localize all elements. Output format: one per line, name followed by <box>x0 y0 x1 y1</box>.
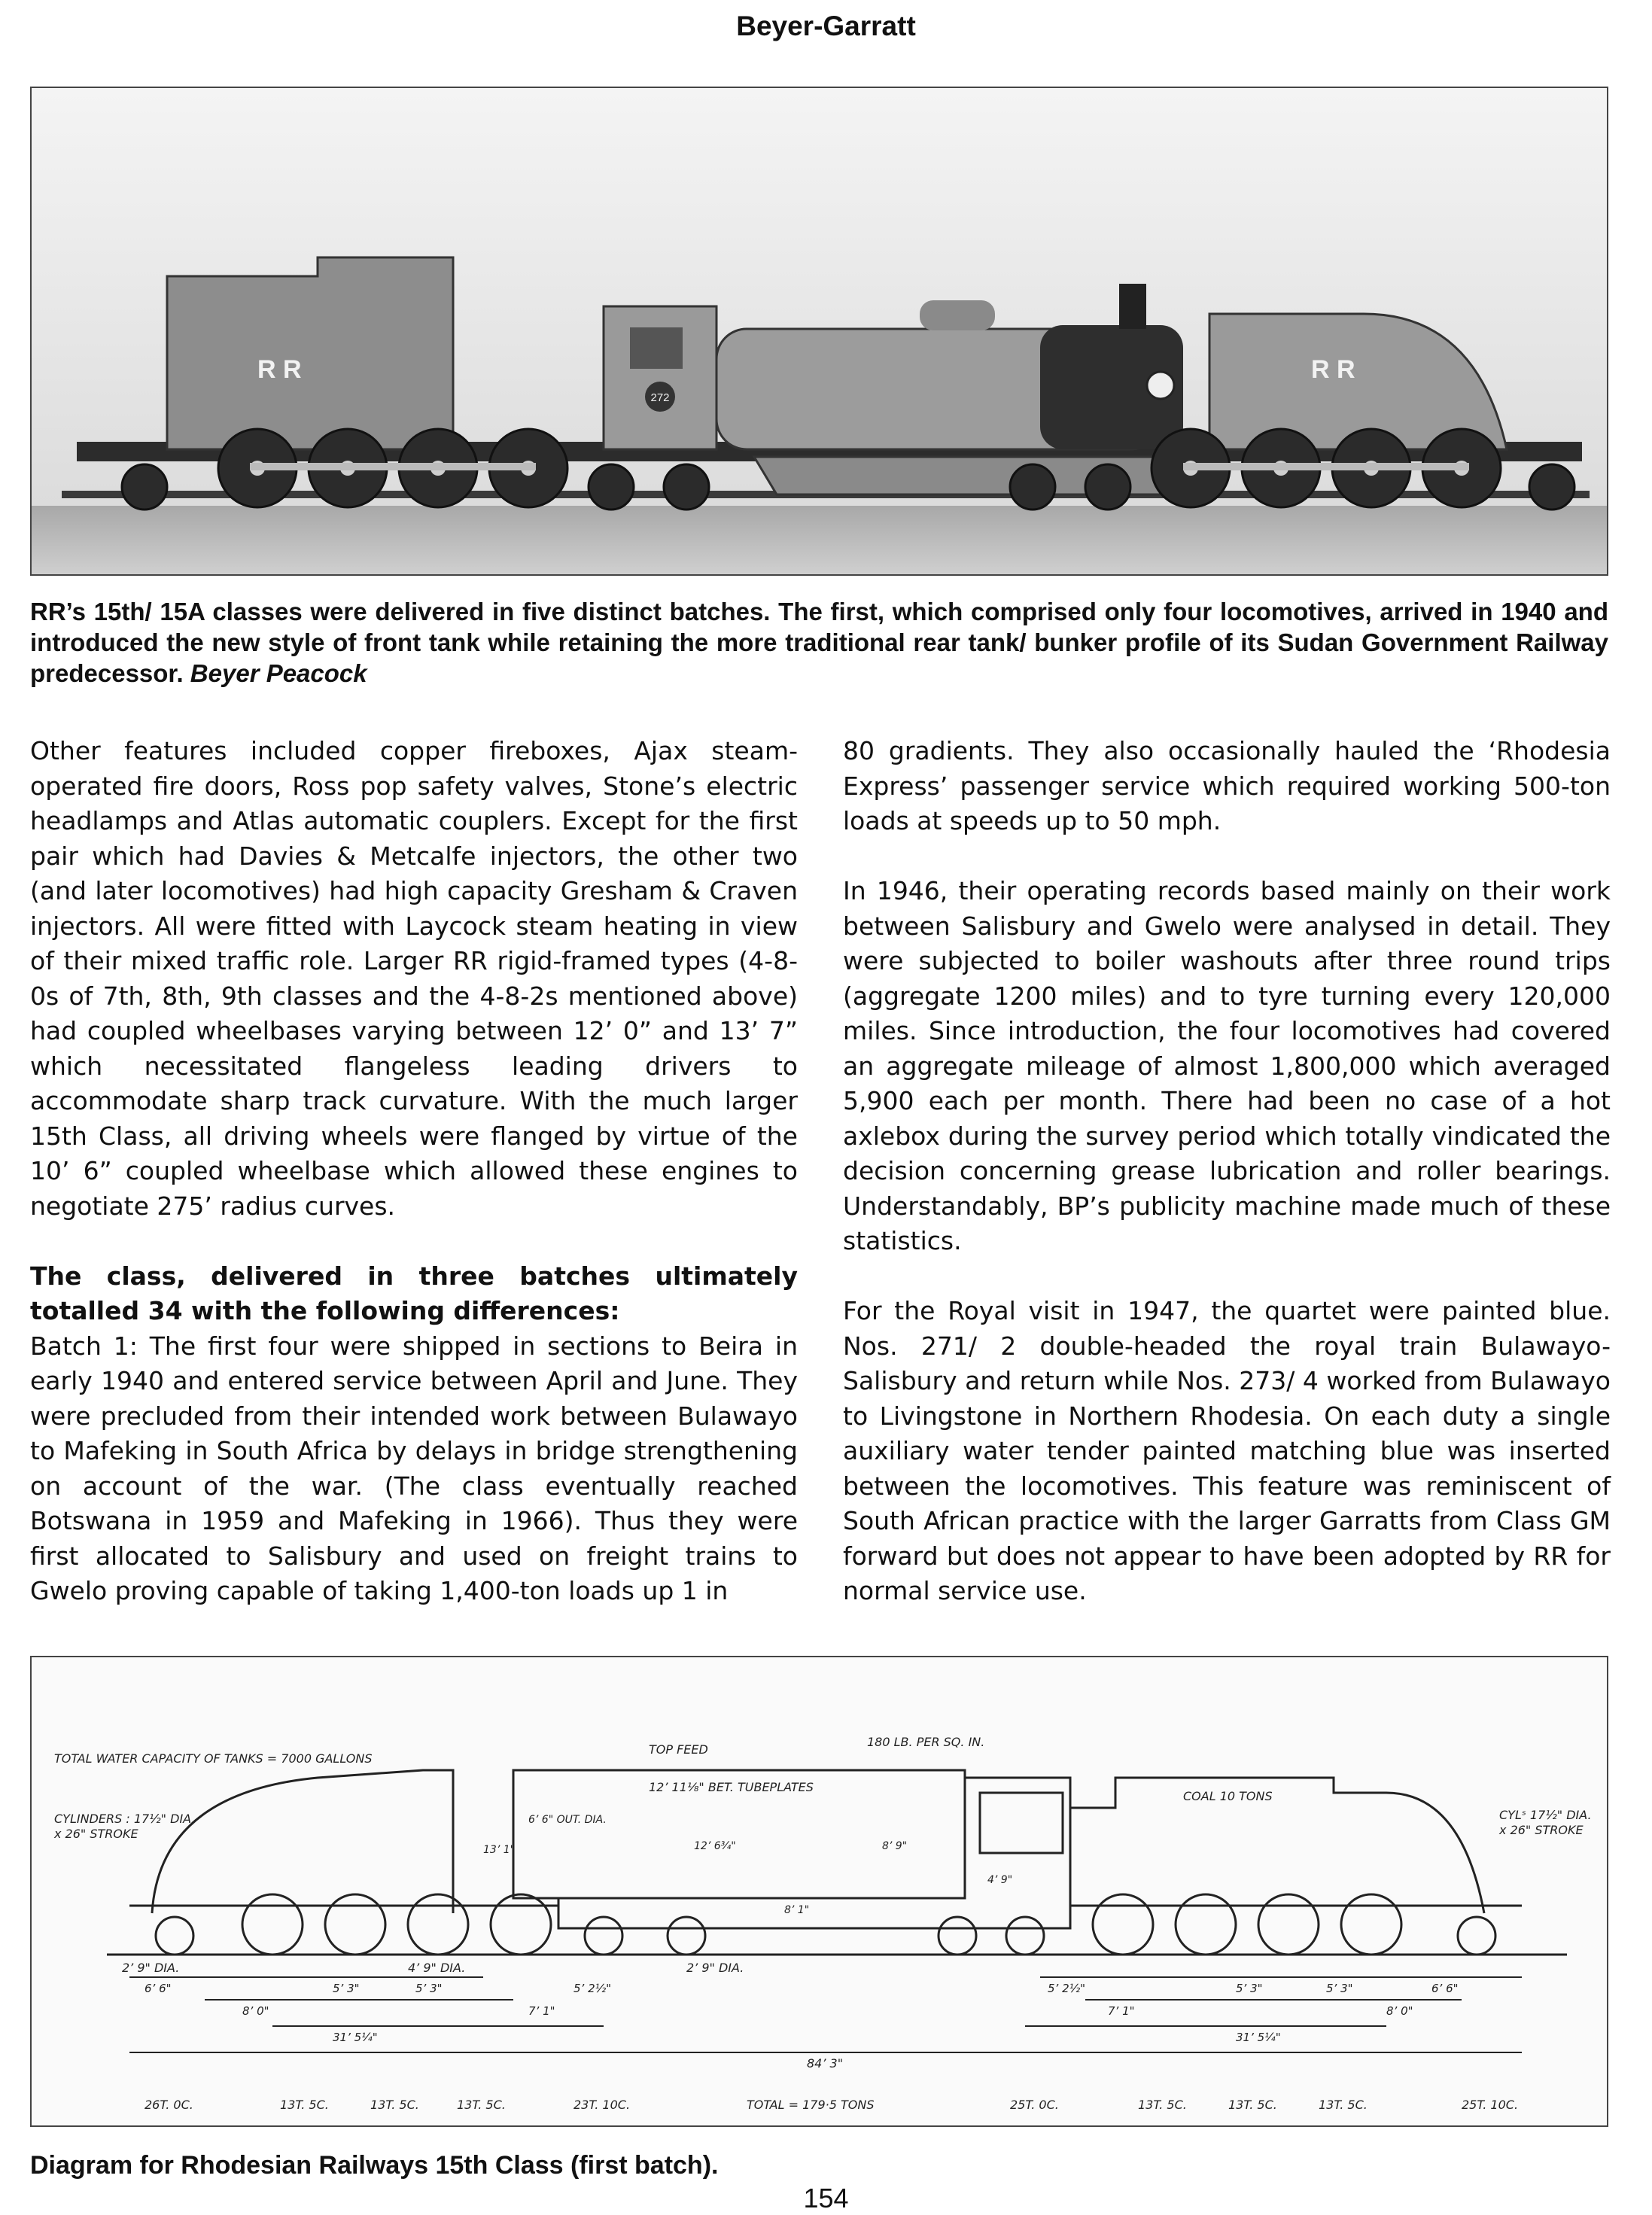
locomotive-diagram <box>30 1656 1608 2127</box>
photo-caption <box>30 596 1608 689</box>
diagram-caption: Diagram for Rhodesian Railways 15th Class (first batch). <box>30 2151 719 2180</box>
diagram-label: 12’ 11⅛" BET. TUBEPLATES <box>649 1780 814 1794</box>
diagram-label: 13T. 5C. <box>1228 2098 1277 2112</box>
diagram-label: 13T. 5C. <box>1319 2098 1368 2112</box>
diagram-label: 31’ 5¼" <box>333 2031 378 2044</box>
paragraph: 80 gradients. They also occasionally hauled the ‘Rhodesia Express’ passenger service which required working 500-ton loads at speeds up to 50 mph. <box>843 736 1611 835</box>
locomotive-photo-drawing <box>32 88 1607 574</box>
diagram-label: 180 LB. PER SQ. IN. <box>867 1735 985 1749</box>
paragraph: In 1946, their operating records based mainly on their work between Salisbury and Gwelo were analysed in detail. They were subjected to boiler washouts after three round trips (aggregate 1200 miles) and to tyre turning every 120,000 miles. Since introduction, the four locomotives had covered an aggregate mileage of almost 1,800,000 which averaged 5,900 each per month. There had been no case of a hot axlebox during the survey period which totally vindicated the decision concerning grease lubrication and roller bearings. Understandably, BP’s publicity machine made much of these statistics. <box>843 876 1611 1255</box>
subheading: The class, delivered in three batches ultimately totalled 34 with the following differences: <box>30 1261 798 1325</box>
diagram-label: 84’ 3" <box>807 2056 844 2070</box>
cab-number-plate: 272 <box>650 391 670 404</box>
photo-credit: Beyer Peacock <box>190 659 367 687</box>
front-tank-lettering: R R <box>1311 355 1355 384</box>
page-number: 154 <box>803 2183 849 2213</box>
diagram-label: TOTAL WATER CAPACITY OF TANKS = 7000 GALLONS <box>54 1751 373 1766</box>
diagram-label: TOTAL = 179·5 TONS <box>747 2098 875 2112</box>
diagram-label: COAL 10 TONS <box>1183 1789 1273 1803</box>
diagram-label: CYLINDERS : 17½" DIA. <box>54 1812 196 1826</box>
diagram-label: 7’ 1" <box>528 2004 555 2018</box>
diagram-label: 12’ 6¾" <box>694 1840 736 1852</box>
diagram-label: 8’ 0" <box>242 2004 269 2018</box>
diagram-label: 25T. 10C. <box>1462 2098 1519 2112</box>
diagram-label: 8’ 1" <box>784 1904 810 1916</box>
diagram-label: 6’ 6" OUT. DIA. <box>528 1814 607 1826</box>
diagram-label: 2’ 9" DIA. <box>122 1961 180 1975</box>
page-title: Beyer-Garratt <box>736 11 916 41</box>
diagram-label: 4’ 9" DIA. <box>408 1961 466 1975</box>
diagram-label: 4’ 9" <box>987 1874 1013 1886</box>
diagram-label: 8’ 0" <box>1386 2004 1413 2018</box>
diagram-label: 5’ 2½" <box>1048 1982 1086 1995</box>
diagram-label: 13T. 5C. <box>280 2098 329 2112</box>
diagram-label: 31’ 5¼" <box>1236 2031 1281 2044</box>
body-column-left <box>30 734 798 1609</box>
diagram-label: 5’ 2½" <box>573 1982 612 1995</box>
body-column-right <box>843 734 1611 1609</box>
diagram-label: 5’ 3" <box>1236 1982 1263 1995</box>
diagram-label: 13T. 5C. <box>457 2098 506 2112</box>
diagram-label: CYLˢ 17½" DIA. <box>1499 1808 1592 1822</box>
diagram-label: x 26" STROKE <box>1499 1823 1584 1837</box>
paragraph: For the Royal visit in 1947, the quartet were painted blue. Nos. 271/ 2 double-headed the royal train Bulawayo-Salisbury and return while Nos. 273/ 4 worked from Bulawayo to Livingstone in Northern Rhodesia. On each duty a single auxiliary water tender painted matching blue was inserted between the locomotives. This feature was reminiscent of South African practice with the larger Garratts from Class GM forward but does not appear to have been adopted by RR for normal service use. <box>843 1296 1611 1605</box>
locomotive-diagram-drawing <box>32 1657 1607 2125</box>
diagram-label: 13T. 5C. <box>370 2098 419 2112</box>
diagram-label: 26T. 0C. <box>145 2098 193 2112</box>
diagram-label: 7’ 1" <box>1108 2004 1135 2018</box>
rear-tank-lettering: R R <box>257 355 302 384</box>
locomotive-photo <box>30 87 1608 576</box>
diagram-label: 2’ 9" DIA. <box>686 1961 744 1975</box>
photo-caption-text: RR’s 15th/ 15A classes were delivered in five distinct batches. The first, which comprised only four locomotives, arrived in 1940 and introduced the new style of front tank while retaining the more traditional rear tank/ bunker profile of its Sudan Government Railway predecessor. <box>30 598 1608 687</box>
diagram-label: 23T. 10C. <box>573 2098 631 2112</box>
diagram-label: 6’ 6" <box>1431 1982 1459 1995</box>
paragraph: Other features included copper fireboxes, Ajax steam-operated fire doors, Ross pop safety valves, Stone’s electric headlamps and Atlas automatic couplers. Except for the first pair which had Davies & Metcalfe injectors, the other two (and later locomotives) had high capacity Gresham & Craven injectors. All were fitted with Laycock steam heating in view of their mixed traffic role. Larger RR rigid-framed types (4-8-0s of 7th, 8th, 9th classes and the 4-8-2s mentioned above) had coupled wheelbases varying between 12’ 0” and 13’ 7” which necessitated flangeless leading drivers to accommodate sharp track curvature. With the much larger 15th Class, all driving wheels were flanged by virtue of the 10’ 6” coupled wheelbase which allowed these engines to negotiate 275’ radius curves. <box>30 736 798 1221</box>
diagram-label: 13’ 1" <box>483 1844 516 1856</box>
diagram-label: TOP FEED <box>649 1742 708 1757</box>
diagram-label: x 26" STROKE <box>54 1827 138 1841</box>
diagram-label: 13T. 5C. <box>1138 2098 1187 2112</box>
diagram-label: 25T. 0C. <box>1010 2098 1059 2112</box>
diagram-label: 5’ 3" <box>333 1982 360 1995</box>
paragraph: Batch 1: The first four were shipped in sections to Beira in early 1940 and entered service between April and June. They were precluded from their intended work between Bulawayo to Mafeking in South Africa by delays in bridge strengthening on account of the war. (The class eventually reached Botswana in 1959 and Mafeking in 1966). Thus they were first allocated to Salisbury and used on freight trains to Gwelo proving capable of taking 1,400-ton loads up 1 in <box>30 1331 798 1605</box>
diagram-label: 6’ 6" <box>145 1982 172 1995</box>
diagram-label: 5’ 3" <box>1326 1982 1353 1995</box>
diagram-label: 5’ 3" <box>415 1982 443 1995</box>
diagram-label: 8’ 9" <box>882 1840 908 1852</box>
